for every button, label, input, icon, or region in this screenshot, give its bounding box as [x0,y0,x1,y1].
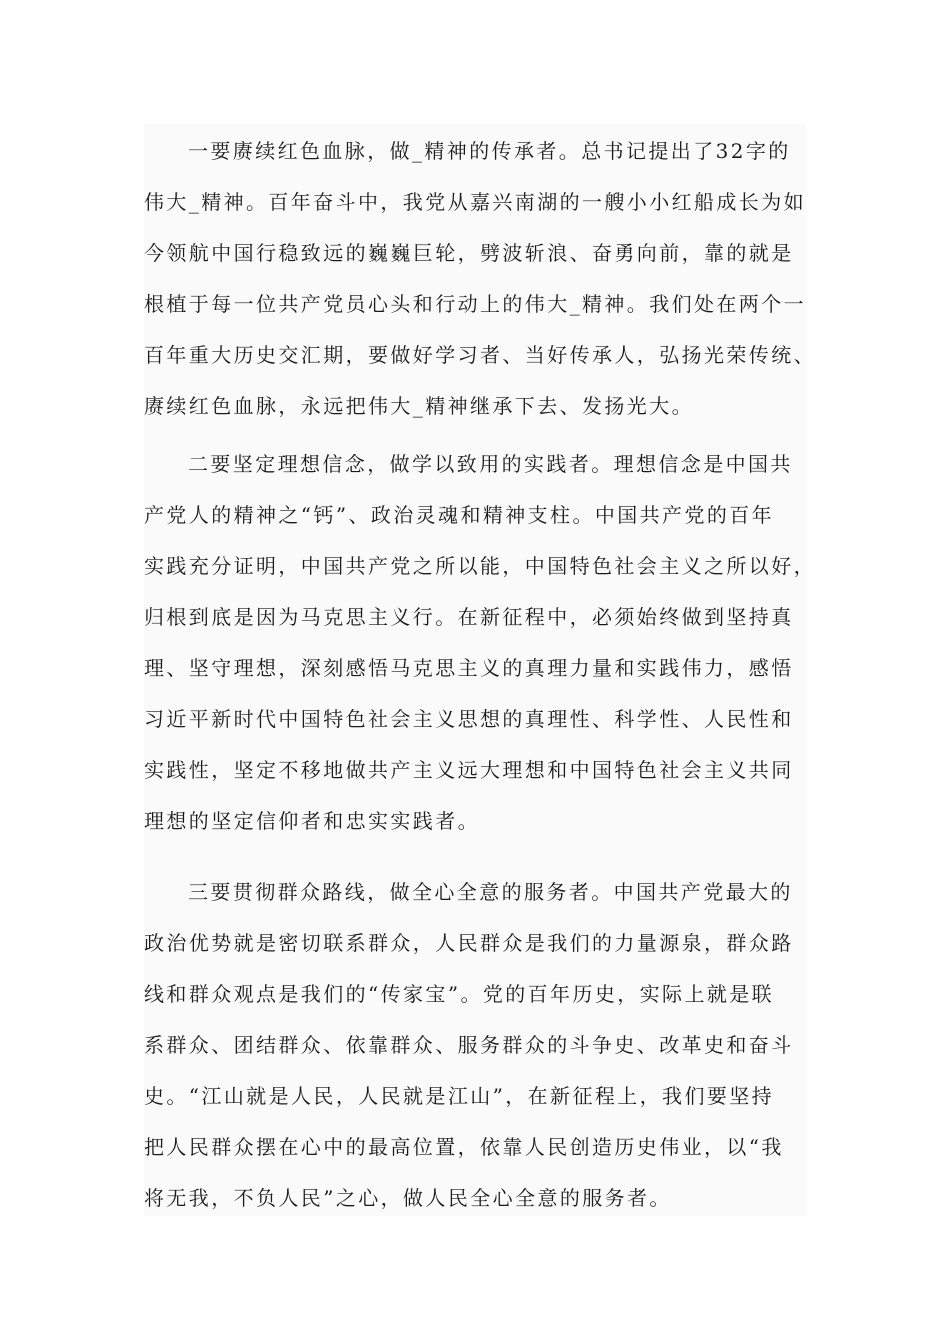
text-line: 习近平新时代中国特色社会主义思想的真理性、科学性、人民性和 [144,707,794,731]
text-line: 产党人的精神之“钙”、政治灵魂和精神支柱。中国共产党的百年 [144,503,775,527]
text-line: 伟大_精神。百年奋斗中，我党从嘉兴南湖的一艘小小红船成长为如 [144,190,806,214]
text-line: 理想的坚定信仰者和忠实实践者。 [144,809,480,833]
document-body [144,124,816,1216]
text-line: 根植于每一位共产党员心头和行动上的伟大_精神。我们处在两个一 [144,292,806,316]
text-line: 今领航中国行稳致远的巍巍巨轮，劈波斩浪、奋勇向前，靠的就是 [144,241,794,265]
text-line: 线和群众观点是我们的“传家宝”。党的百年历史，实际上就是联 [144,982,775,1006]
text-line: 百年重大历史交汇期，要做好学习者、当好传承人，弘扬光荣传统、 [144,343,816,367]
text-line: 把人民群众摆在心中的最高位置，依靠人民创造历史伟业，以“我 [144,1135,784,1159]
paragraph-2 [144,439,844,847]
text-line: 一要赓续红色血脉，做_精神的传承者。总书记提出了32字的 [188,139,791,163]
text-line: 归根到底是因为马克思主义行。在新征程中，必须始终做到坚持真 [144,605,794,629]
text-line: 史。“江山就是人民，人民就是江山”，在新征程上，我们要坚持 [144,1084,775,1108]
paragraph-1 [144,126,844,432]
text-line: 政治优势就是密切联系群众，人民群众是我们的力量源泉，群众路 [144,931,794,955]
text-line: 理、坚守理想，深刻感悟马克思主义的真理力量和实践伟力，感悟 [144,656,794,680]
text-line: 实践性，坚定不移地做共产主义远大理想和中国特色社会主义共同 [144,758,794,782]
text-line: 赓续红色血脉，永远把伟大_精神继承下去、发扬光大。 [144,394,694,418]
text-line: 实践充分证明，中国共产党之所以能，中国特色社会主义之所以好， [144,554,816,578]
paragraph-3 [144,867,844,1224]
text-line: 将无我，不负人民”之心，做人民全心全意的服务者。 [144,1186,672,1210]
text-line: 二要坚定理想信念，做学以致用的实践者。理想信念是中国共 [188,452,793,476]
text-line: 三要贯彻群众路线，做全心全意的服务者。中国共产党最大的 [188,880,793,904]
text-line: 系群众、团结群众、依靠群众、服务群众的斗争史、改革史和奋斗 [144,1033,794,1057]
